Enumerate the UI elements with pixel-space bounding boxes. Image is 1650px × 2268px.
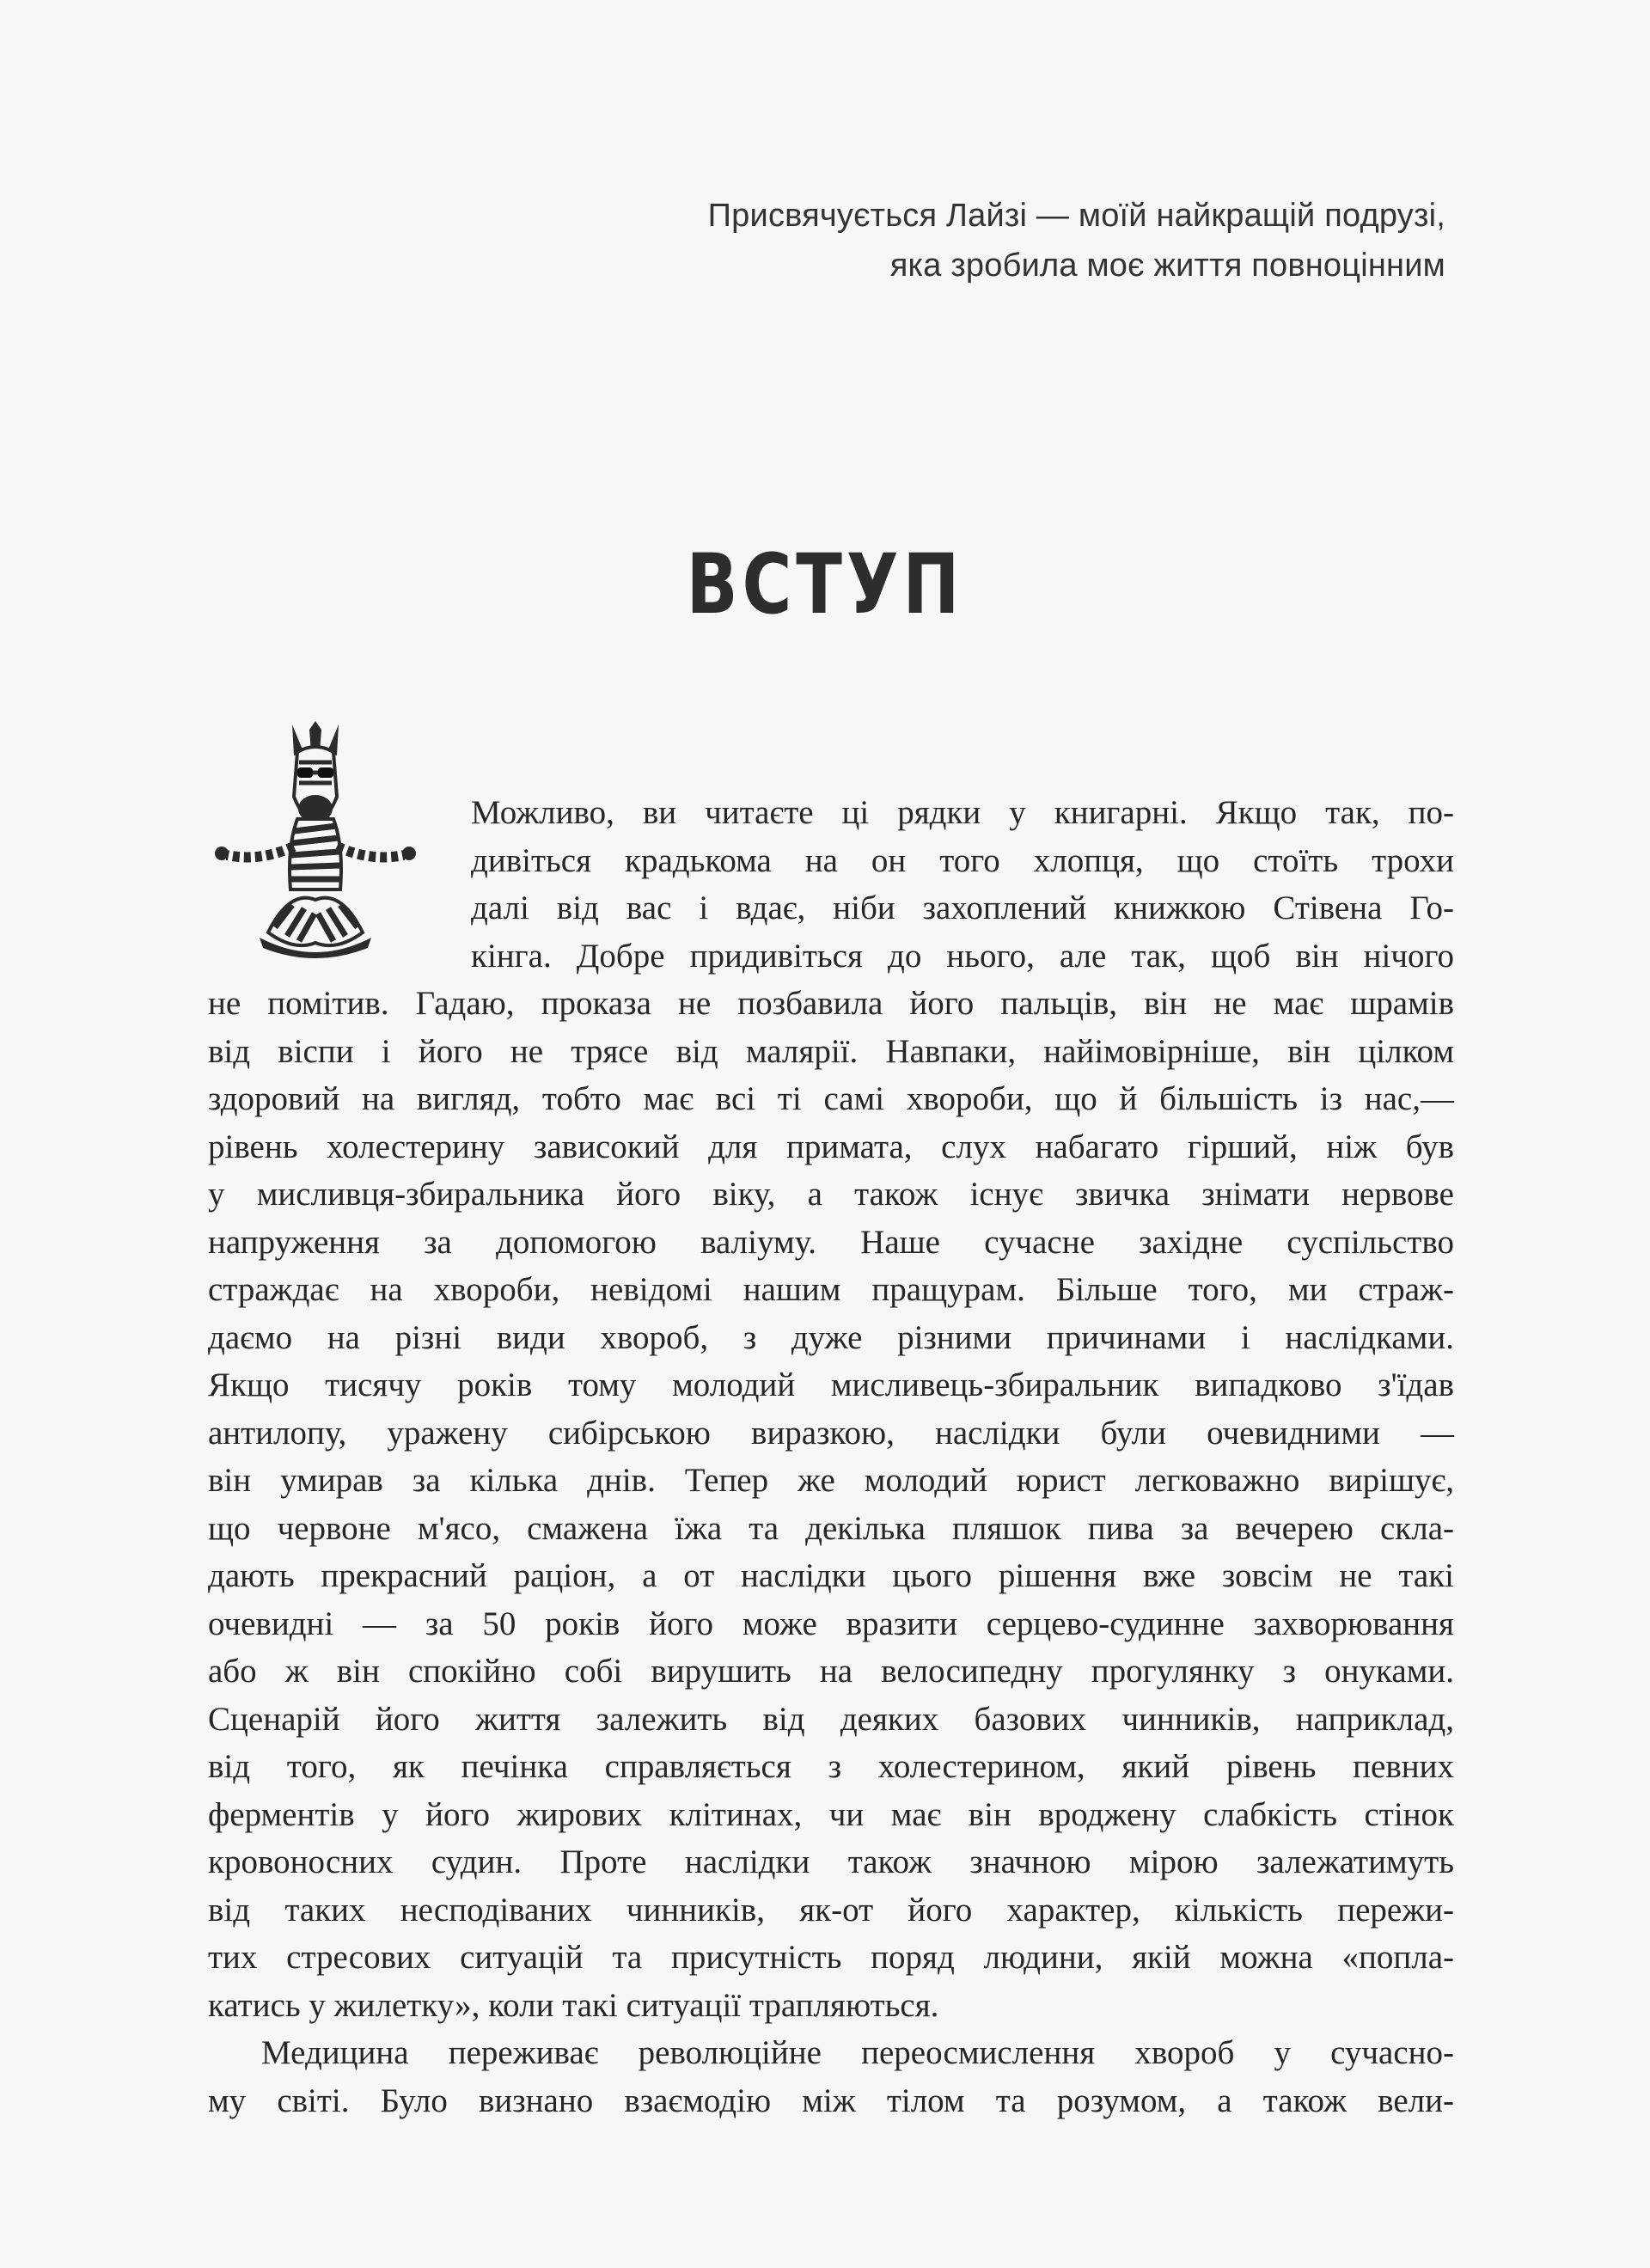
dedication-line-2: яка зробила моє життя повноцінним: [889, 248, 1445, 284]
body-line: він умирав за кілька днів. Тепер же молодий юрист легковажно вирішує,: [208, 1462, 1454, 1499]
body-line: дають прекрасний раціон, а от наслідки цього рішення вже зовсім не такі: [208, 1557, 1454, 1594]
body-line: кінга. Добре придивіться до нього, але так, щоб він нічого: [471, 937, 1454, 975]
dedication-line-1: Присвячується Лайзі — моїй найкращій подрузі,: [707, 198, 1445, 234]
body-line: даємо на різні види хвороб, з дуже різними причинами і наслідками.: [208, 1318, 1454, 1356]
body-line: кровоносних судин. Проте наслідки також значною мірою залежатимуть: [208, 1843, 1454, 1880]
body-line: або ж він спокійно собі вирушить на велосипедну прогулянку з онуками.: [208, 1653, 1454, 1690]
dedication: [500, 191, 1445, 290]
body-line: у мисливця-збиральника його віку, а також існує звичка знімати нервове: [208, 1176, 1454, 1213]
body-line: страждає на хвороби, невідомі нашим пращурам. Більше того, ми страж-: [208, 1271, 1454, 1308]
body-line: здоровий на вигляд, тобто має всі ті самі хвороби, що й більшість із нас,—: [208, 1080, 1454, 1117]
body-line: від того, як печінка справляється з холестерином, який рівень певних: [208, 1748, 1454, 1785]
body-line: від таких несподіваних чинників, як-от його характер, кількість пережи-: [208, 1891, 1454, 1929]
body-line: від віспи і його не трясе від малярії. Навпаки, найімовірніше, він цілком: [208, 1032, 1454, 1070]
body-line: Якщо тисячу років тому молодий мисливець-збиральник випадково з'їдав: [208, 1366, 1454, 1403]
body-line: дивіться крадькома на он того хлопця, що стоїть трохи: [471, 841, 1454, 879]
body-line: що червоне м'ясо, смажена їжа та декілька пляшок пива за вечерею скла-: [208, 1509, 1454, 1547]
body-line: Медицина переживає революційне переосмислення хвороб у сучасно-: [261, 2034, 1454, 2071]
body-line: ферментів у його жирових клітинах, чи має він вроджену слабкість стінок: [208, 1795, 1454, 1833]
body-line: рівень холестерину зависокий для примата, слух набагато гірший, ніж був: [208, 1128, 1454, 1165]
body-line: далі від вас і вдає, ніби захоплений книжкою Стівена Го-: [471, 889, 1454, 926]
body-line: не помітив. Гадаю, проказа не позбавила його пальців, він не має шрамів: [208, 985, 1454, 1022]
body-line: напруження за допомогою валіуму. Наше сучасне західне суспільство: [208, 1223, 1454, 1261]
body-line: катись у жилетку», коли такі ситуації трапляються.: [208, 1986, 939, 2024]
body-line: Можливо, ви читаєте ці рядки у книгарні. Якщо так, по-: [471, 794, 1454, 831]
body-line: тих стресових ситуацій та присутність поряд людини, якій можна «попла-: [208, 1939, 1454, 1976]
body-text: [208, 789, 1454, 2124]
body-line: антилопу, уражену сибірською виразкою, наслідки були очевидними —: [208, 1414, 1454, 1452]
chapter-title: ВСТУП: [686, 536, 964, 633]
body-line: Сценарій його життя залежить від деяких базових чинників, наприклад,: [208, 1700, 1454, 1738]
body-line: му світі. Було визнано взаємодію між тілом та розумом, а також вели-: [208, 2082, 1454, 2119]
body-line: очевидні — за 50 років його може вразити серцево-судинне захворювання: [208, 1605, 1454, 1642]
